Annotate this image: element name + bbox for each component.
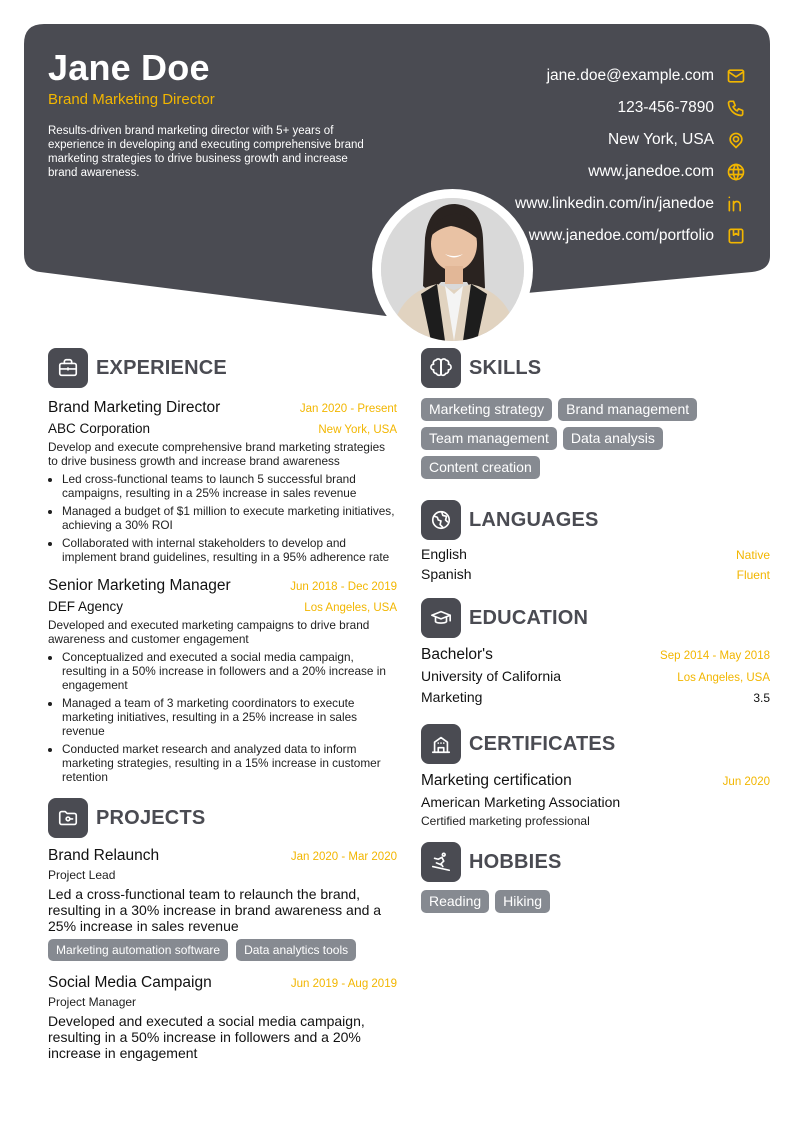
- hobby-tag: Hiking: [495, 890, 550, 913]
- language-name: English: [421, 546, 467, 562]
- contact-portfolio-text[interactable]: www.janedoe.com/portfolio: [528, 227, 714, 244]
- achievement-item: • Managed a budget of $1 million to execute marketing initiatives, achieving a 30% ROI: [62, 504, 397, 532]
- certificates-section-header: [421, 724, 770, 764]
- education-field: Marketing: [421, 689, 483, 705]
- languages-section-header: [421, 500, 770, 540]
- achievement-item: • Conceptualized and executed a social media campaign, resulting in a 50% increase in followers and a 20% increase in engagement: [62, 650, 397, 692]
- project-item: [48, 973, 397, 1061]
- skills-title: SKILLS: [469, 356, 542, 379]
- project-tag: Marketing automation software: [48, 939, 228, 961]
- skills-tags: [421, 398, 741, 479]
- left-column: [48, 348, 397, 1061]
- project-description: Led a cross-functional team to relaunch the brand, resulting in a 30% increase in brand awareness and a 25% increase in sales revenue: [48, 886, 382, 934]
- project-item: [48, 846, 397, 961]
- project-description: Developed and executed a social media campaign, resulting in a 50% increase in followers and a 20% increase in engagement: [48, 1013, 365, 1061]
- profile-summary: Results-driven brand marketing director with 5+ years of experience in developing and executing comprehensive brand marketing strategies to drive business growth and increase brand awareness.: [48, 125, 364, 179]
- education-title: EDUCATION: [469, 606, 589, 629]
- skill-tag: Brand management: [558, 398, 697, 421]
- experience-item: [48, 398, 397, 564]
- contact-website-text[interactable]: www.janedoe.com: [588, 163, 714, 180]
- language-name: Spanish: [421, 566, 472, 582]
- education-degree: Bachelor's: [421, 646, 493, 663]
- contact-website[interactable]: [350, 156, 770, 188]
- hobby-tag: Reading: [421, 890, 489, 913]
- job-date: Jun 2018 - Dec 2019: [290, 581, 397, 593]
- project-title: Social Media Campaign: [48, 974, 212, 991]
- briefcase-icon: [48, 348, 88, 388]
- contact-email[interactable]: [350, 60, 770, 92]
- skill-tag: Marketing strategy: [421, 398, 552, 421]
- language-row: [421, 566, 770, 586]
- project-date: Jun 2019 - Aug 2019: [290, 978, 397, 990]
- certificate-name: Marketing certification: [421, 772, 572, 789]
- graduation-cap-icon: [421, 598, 461, 638]
- job-company: DEF Agency: [48, 599, 124, 614]
- profile-photo: [381, 198, 524, 341]
- language-level: Fluent: [736, 568, 770, 582]
- languages-title: LANGUAGES: [469, 508, 599, 531]
- job-achievements: [48, 472, 397, 564]
- experience-title: EXPERIENCE: [96, 356, 227, 379]
- achievement-item: • Collaborated with internal stakeholders to develop and implement brand guidelines, resulting in a 95% adherence rate: [62, 536, 397, 564]
- job-location: New York, USA: [318, 424, 397, 436]
- projects-title: PROJECTS: [96, 806, 206, 829]
- project-role: Project Manager: [48, 995, 137, 1009]
- skill-tag: Team management: [421, 427, 557, 450]
- contact-phone-text[interactable]: 123-456-7890: [617, 99, 714, 116]
- candidate-role: Brand Marketing Director: [48, 91, 215, 108]
- education-section-header: [421, 598, 770, 638]
- project-title: Brand Relaunch: [48, 847, 160, 864]
- project-role: Project Lead: [48, 868, 116, 882]
- hobbies-tags: [421, 890, 741, 913]
- job-description: Develop and execute comprehensive brand marketing strategies to drive business growth and increase brand awareness: [48, 440, 386, 468]
- skill-tag: Data analysis: [563, 427, 663, 450]
- language-level: Native: [735, 548, 770, 562]
- certificate-issuer: American Marketing Association: [421, 794, 621, 810]
- job-date: Jan 2020 - Present: [299, 403, 397, 415]
- institution-icon: [421, 724, 461, 764]
- job-company: ABC Corporation: [48, 421, 151, 436]
- folder-icon: [48, 798, 88, 838]
- certificate-item: [421, 772, 770, 828]
- achievement-item: • Managed a team of 3 marketing coordinators to execute marketing initiatives, resulting in a 25% increase in sales revenue: [62, 696, 397, 738]
- experience-item: [48, 576, 397, 784]
- phone-icon: [726, 98, 746, 118]
- job-description: Developed and executed marketing campaigns to drive brand awareness and customer engagement: [48, 618, 370, 646]
- education-gpa: 3.5: [753, 691, 770, 705]
- job-location: Los Angeles, USA: [304, 602, 397, 614]
- linkedin-icon: [726, 194, 746, 214]
- skill-tag: Content creation: [421, 456, 540, 479]
- project-tag: Data analytics tools: [236, 939, 356, 961]
- certificate-date: Jun 2020: [722, 776, 770, 788]
- certificates-title: CERTIFICATES: [469, 732, 616, 755]
- contact-location: [350, 124, 770, 156]
- experience-section-header: [48, 348, 397, 388]
- language-icon: [421, 500, 461, 540]
- achievement-item: • Led cross-functional teams to launch 5 successful brand campaigns, resulting in a 25% increase in sales revenue: [62, 472, 397, 500]
- project-date: Jan 2020 - Mar 2020: [290, 851, 397, 863]
- globe-icon: [726, 162, 746, 182]
- candidate-name: Jane Doe: [48, 47, 210, 88]
- contact-phone[interactable]: [350, 92, 770, 124]
- education-item: [421, 646, 770, 709]
- location-pin-icon: [726, 130, 746, 150]
- hobbies-section-header: [421, 842, 770, 882]
- education-date: Sep 2014 - May 2018: [660, 650, 770, 662]
- languages-list: [421, 546, 770, 586]
- portfolio-icon: [726, 226, 746, 246]
- hobbies-title: HOBBIES: [469, 850, 562, 873]
- right-column: [421, 348, 770, 913]
- mail-icon: [726, 66, 746, 86]
- contact-location-text: New York, USA: [608, 131, 714, 148]
- contact-linkedin-text[interactable]: www.linkedin.com/in/janedoe: [514, 195, 714, 212]
- skills-section-header: [421, 348, 770, 388]
- education-location: Los Angeles, USA: [677, 672, 770, 684]
- job-title: Senior Marketing Manager: [48, 577, 231, 594]
- project-tags: [48, 939, 397, 961]
- certificate-description: Certified marketing professional: [421, 814, 590, 828]
- projects-section-header: [48, 798, 397, 838]
- language-row: [421, 546, 770, 566]
- brain-icon: [421, 348, 461, 388]
- job-achievements: [48, 650, 397, 784]
- job-title: Brand Marketing Director: [48, 399, 221, 416]
- contact-email-text[interactable]: jane.doe@example.com: [546, 67, 714, 84]
- education-school: University of California: [421, 668, 562, 684]
- skiing-icon: [421, 842, 461, 882]
- achievement-item: • Conducted market research and analyzed data to inform marketing strategies, resulting in a 15% increase in customer retention: [62, 742, 397, 784]
